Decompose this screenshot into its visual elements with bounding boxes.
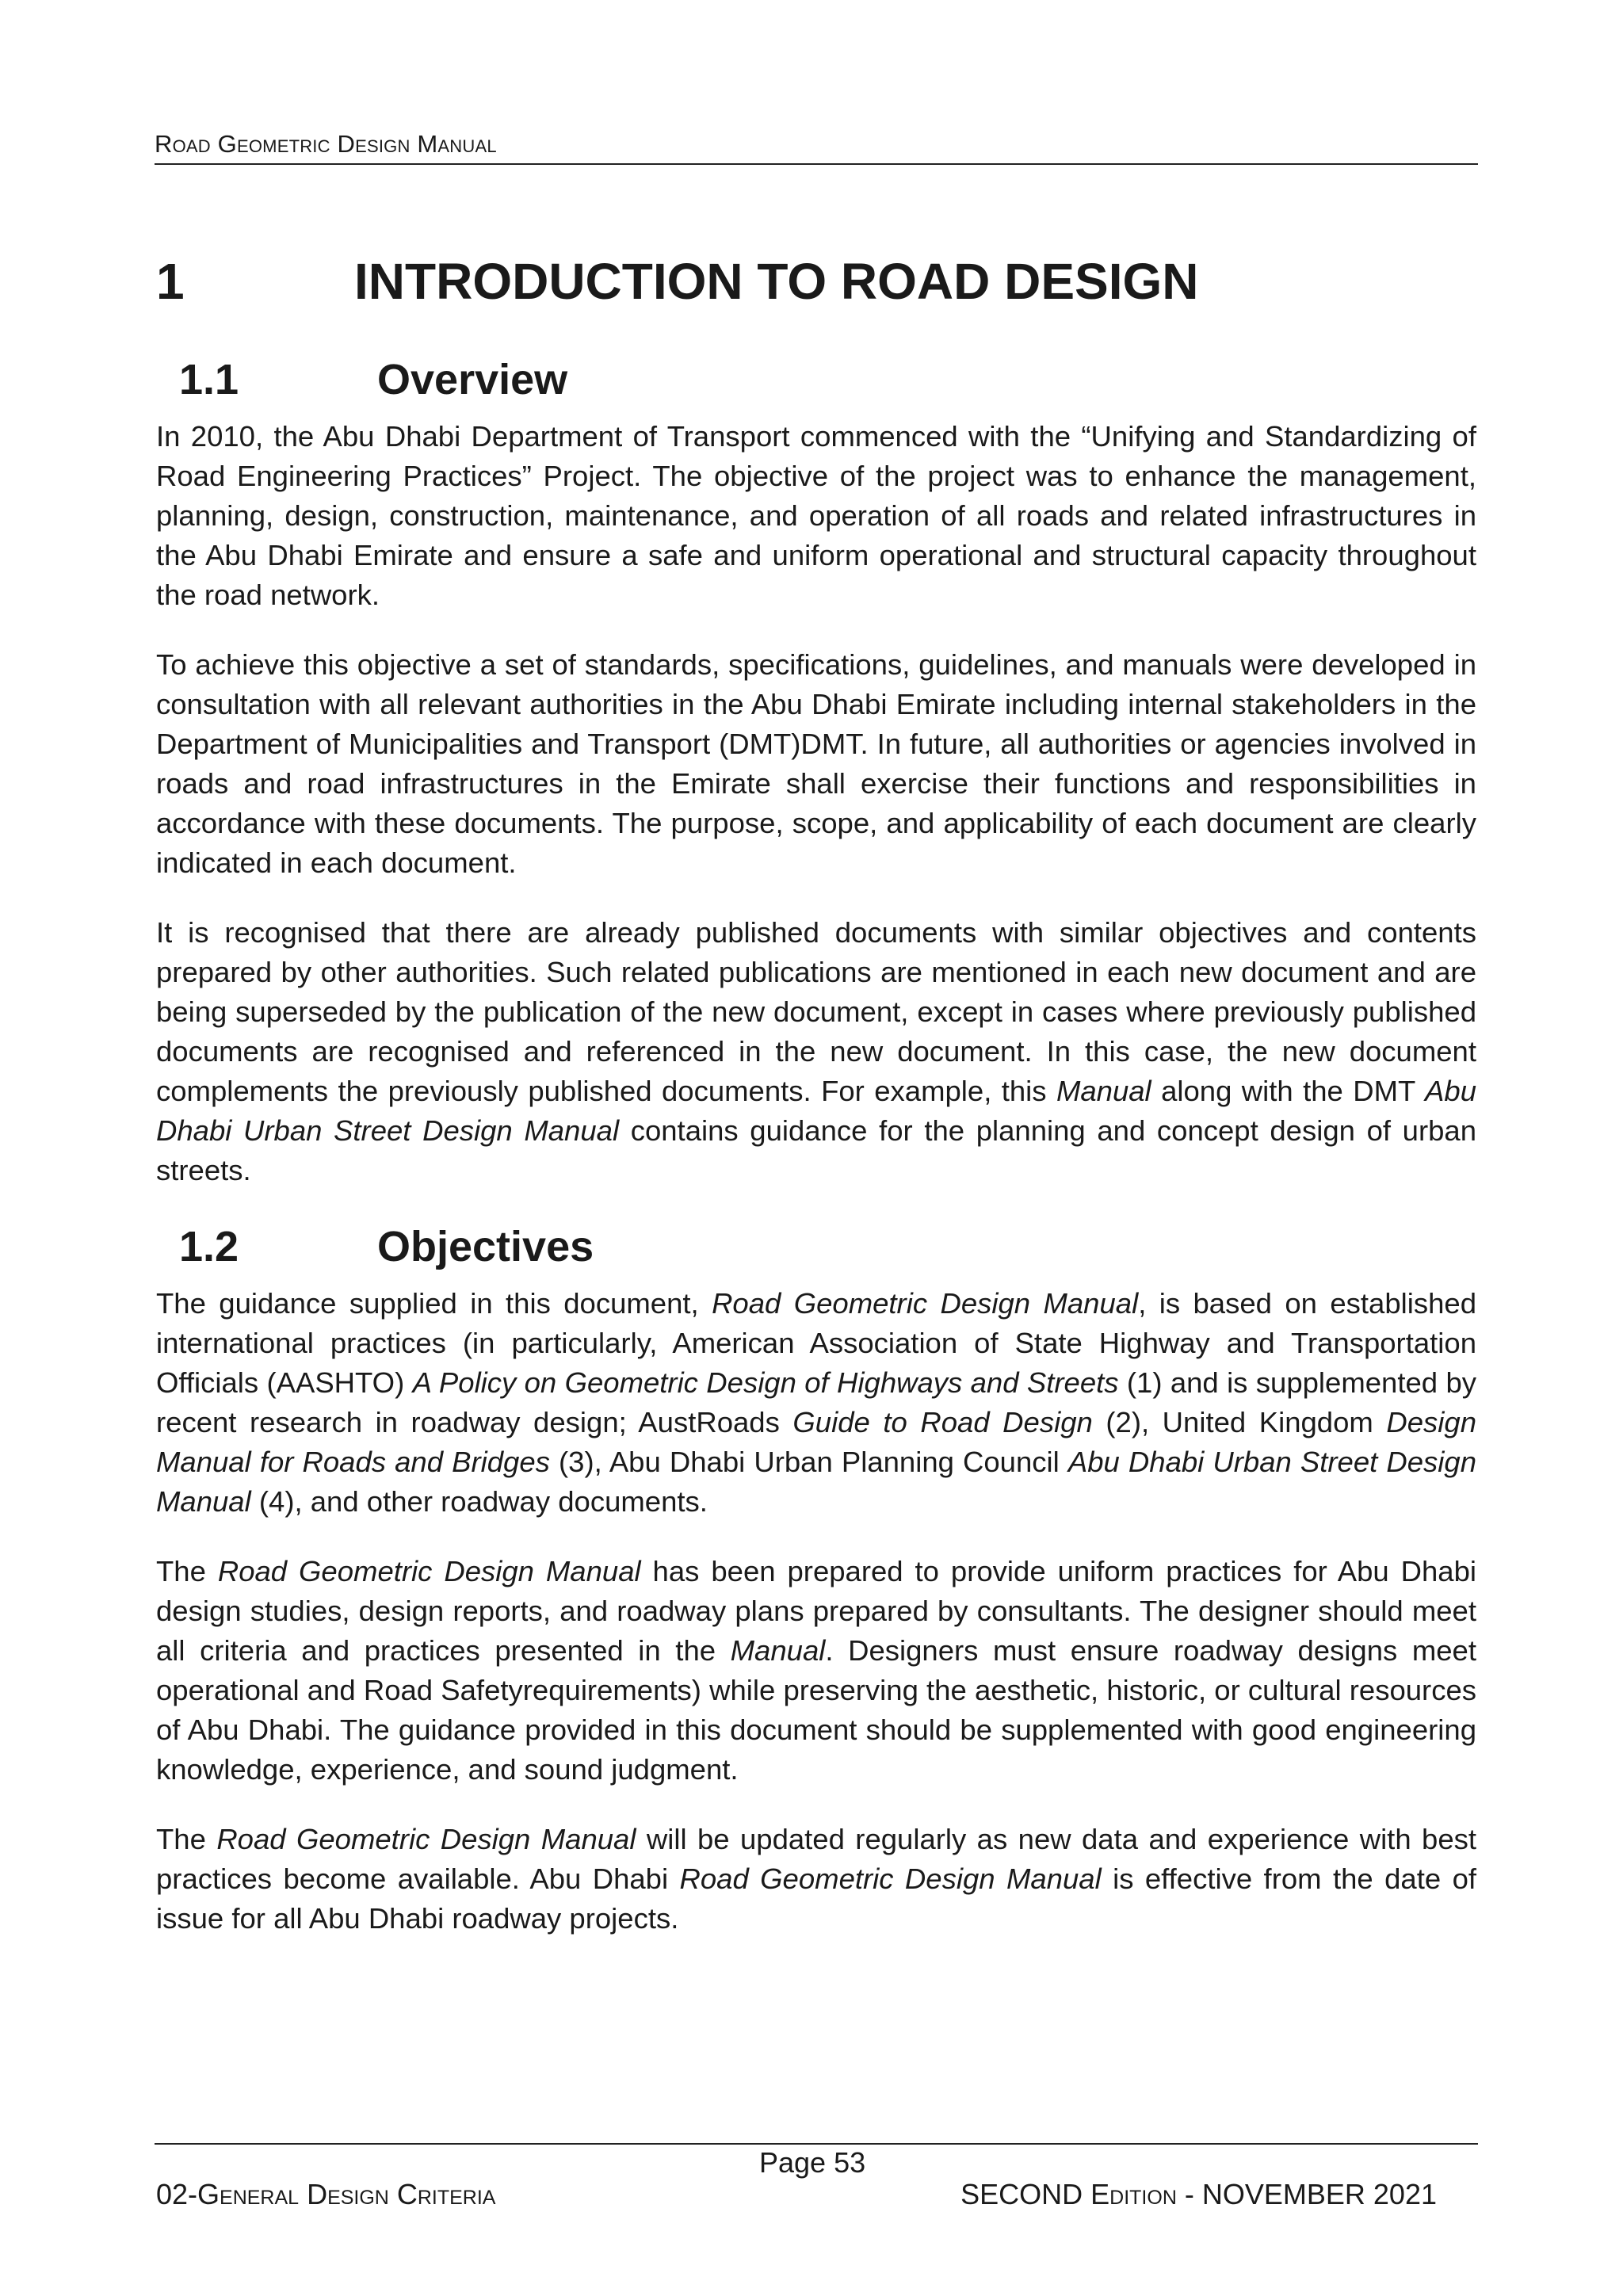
italic-run: Abu Dhabi Urban Street Design Manual bbox=[156, 1075, 1476, 1147]
chapter-number: 1 bbox=[156, 253, 185, 310]
section-title: Overview bbox=[377, 356, 568, 403]
italic-run: Road Geometric Design Manual bbox=[217, 1555, 641, 1587]
italic-run: Road Geometric Design Manual bbox=[216, 1823, 636, 1855]
header-title: Road Geometric Design Manual bbox=[155, 130, 497, 158]
section-number: 1.2 bbox=[179, 1223, 239, 1270]
section-number: 1.1 bbox=[179, 356, 239, 403]
text-run: (3), Abu Dhabi Urban Planning Council bbox=[549, 1446, 1068, 1478]
section-heading-objectives bbox=[179, 1222, 594, 1271]
overview-paragraph-3 bbox=[156, 913, 1476, 1190]
text-run: has been prepared to provide uniform practices for Abu Dhabi design studies, design reports, and roadway plans prepared by consultants. The designer should meet all criteria and practices presented in the bbox=[156, 1555, 1476, 1667]
italic-run: Manual bbox=[1056, 1075, 1151, 1107]
text-run: It is recognised that there are already published documents with similar objectives and contents prepared by other authorities. Such related publications are mentioned in each new document and are being superseded by the publication of the new document, except in cases where previously published documents are recognised and referenced in the new document. In this case, the new document complements the previously published documents. For example, this bbox=[156, 916, 1476, 1107]
text-run: will be updated regularly as new data and experience with best practices become available. Abu Dhabi bbox=[156, 1823, 1477, 1895]
footer-rule bbox=[155, 2143, 1478, 2145]
section-heading-overview bbox=[179, 355, 568, 404]
italic-run: Design Manual for Roads and Bridges bbox=[156, 1406, 1476, 1478]
text-run: is effective from the date of issue for all Abu Dhabi roadway projects. bbox=[156, 1862, 1477, 1935]
section-title: Objectives bbox=[377, 1223, 594, 1270]
text-run: The bbox=[156, 1823, 217, 1855]
text-run: (2), United Kingdom bbox=[1092, 1406, 1387, 1438]
overview-paragraph-2: To achieve this objective a set of standards, specifications, guidelines, and manuals were developed in consultation with all relevant authorities in the Abu Dhabi Emirate including internal stakeholders in the Department of Municipalities and Transport (DMT)DMT. In future, all authorities or agencies involved in roads and road infrastructures in the Emirate shall exercise their functions and responsibilities in accordance with these documents. The purpose, scope, and applicability of each document are clearly indicated in each document. bbox=[156, 648, 1476, 879]
footer-left: 02-General Design Criteria bbox=[156, 2178, 496, 2210]
running-header bbox=[155, 127, 1478, 165]
text-run: (1) and is supplemented by recent research in roadway design; AustRoads bbox=[156, 1366, 1476, 1438]
italic-run: Road Geometric Design Manual bbox=[679, 1862, 1102, 1895]
page-number: Page 53 bbox=[759, 2146, 866, 2179]
italic-run: Guide to Road Design bbox=[792, 1406, 1093, 1438]
text-run: The bbox=[156, 1555, 218, 1587]
footer-right: SECOND Edition - NOVEMBER 2021 bbox=[960, 2178, 1437, 2210]
italic-run: Abu Dhabi Urban Street Design Manual bbox=[156, 1446, 1476, 1518]
italic-run: Manual bbox=[730, 1634, 826, 1667]
text-run: contains guidance for the planning and concept design of urban streets. bbox=[156, 1114, 1477, 1186]
overview-paragraph-1: In 2010, the Abu Dhabi Department of Transport commenced with the “Unifying and Standardizing of Road Engineering Practices” Project. The objective of the project was to enhance the management, planning, design, construction, maintenance, and operation of all roads and related infrastructures in the Abu Dhabi Emirate and ensure a safe and uniform operational and structural capacity throughout the road network. bbox=[156, 420, 1476, 611]
italic-run: A Policy on Geometric Design of Highways and Streets bbox=[412, 1366, 1119, 1399]
text-run: along with the DMT bbox=[1151, 1075, 1426, 1107]
chapter-title: INTRODUCTION TO ROAD DESIGN bbox=[354, 253, 1199, 310]
italic-run: Road Geometric Design Manual bbox=[712, 1287, 1139, 1320]
text-run: , is based on established international practices (in particularly, American Association of State Highway and Transportation Officials (AASHTO) bbox=[156, 1287, 1476, 1399]
objectives-paragraph-1 bbox=[156, 1284, 1476, 1522]
objectives-paragraph-2 bbox=[156, 1552, 1476, 1790]
text-run: (4), and other roadway documents. bbox=[250, 1485, 708, 1518]
text-run: The guidance supplied in this document, bbox=[156, 1287, 712, 1320]
text-run: . Designers must ensure roadway designs meet operational and Road Safetyrequirements) while preserving the aesthetic, historic, or cultural resources of Abu Dhabi. The guidance provided in this document should be supplemented with good engineering knowledge, experience, and sound judgment. bbox=[156, 1634, 1476, 1786]
objectives-paragraph-3 bbox=[156, 1820, 1476, 1939]
